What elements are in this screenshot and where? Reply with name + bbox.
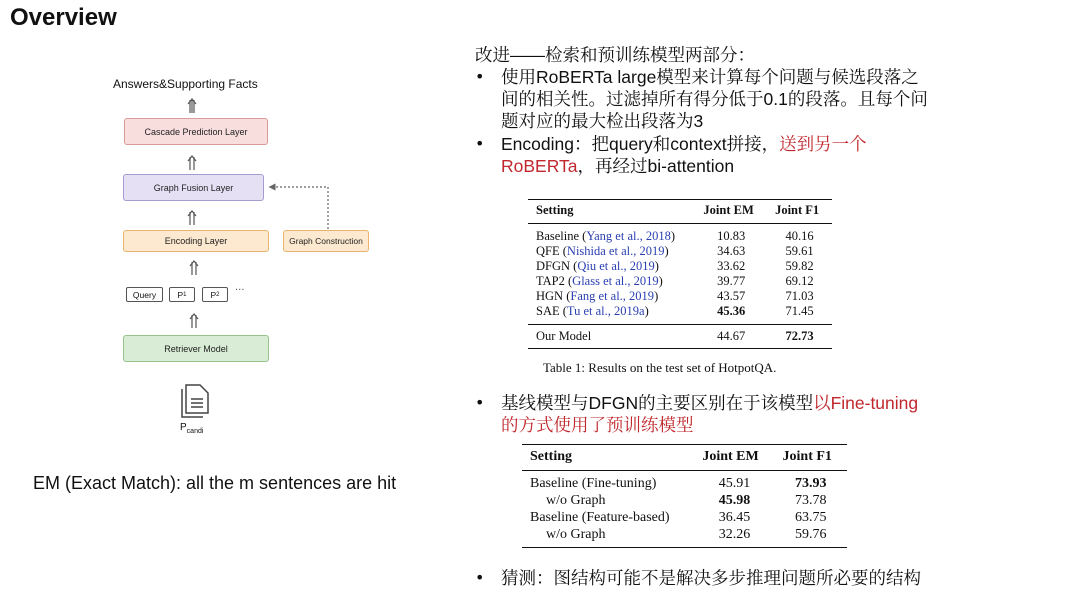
- dotted-arrow-icon: [272, 187, 328, 229]
- table-row: SAE (Tu et al., 2019a): [536, 304, 649, 318]
- bullet-3: •: [475, 393, 485, 412]
- retriever-model: Retriever Model: [123, 335, 269, 362]
- em-definition: EM (Exact Match): all the m sentences are hit: [33, 473, 397, 493]
- bullet-1-text: 使用RoBERTa large模型来计算每个问题与候选段落之 间的相关性。过滤掉所有得分低于0.1的段落。且每个问 题对应的最大检出段落为3: [501, 67, 928, 131]
- t1-header-f1: Joint F1: [775, 203, 820, 217]
- token-p1: P 1: [169, 287, 195, 302]
- results-table-1: Setting Joint EM Joint F1 Baseline (Yang et al., 2018) 10.83 40.16 QFE (Nishida et al., 2019) 34.63 59.61 DFGN (Qiu et al., 2019) 33.62 59.82 TAP2 (Glass et al., 2019) 39.77 69.12 HGN (Fang et al., 2019) 43.57 71.03 SAE (Tu et al., 2019a) 45.36 71.45 Our Model 44.67 72.73: [528, 199, 832, 349]
- graph-construction: Graph Construction: [283, 230, 369, 252]
- table-1-caption: Table 1: Results on the test set of HotpotQA.: [543, 360, 777, 375]
- t1-header-em: Joint EM: [703, 203, 754, 217]
- arrow-up-icon: [188, 211, 196, 225]
- arrow-up-icon: [188, 156, 196, 170]
- table-row: Baseline (Feature-based): [530, 510, 670, 525]
- bullet-1: •: [475, 67, 485, 86]
- t1-header-setting: Setting: [536, 203, 574, 217]
- arrow-up-icon: [190, 261, 198, 275]
- bullet-4: •: [475, 568, 485, 587]
- table-row: Baseline (Fine-tuning): [530, 476, 657, 491]
- t2-header-f1: Joint F1: [782, 449, 832, 464]
- improvement-heading: 改进——检索和预训练模型两部分：: [475, 45, 755, 65]
- cascade-prediction-layer: Cascade Prediction Layer: [124, 118, 268, 145]
- table-row: TAP2 (Glass et al., 2019): [536, 274, 663, 288]
- pcandi-label: $P_{candi}$: [180, 422, 204, 435]
- table-row: w/o Graph: [546, 527, 606, 542]
- results-table-2: Setting Joint EM Joint F1 Baseline (Fine-tuning) 45.91 73.93 w/o Graph 45.98 73.78 Baseline (Feature-based) 36.45 63.75 w/o Graph 32.26 59.76: [522, 444, 847, 548]
- arrow-up-icon: [188, 99, 196, 113]
- table-row: DFGN (Qiu et al., 2019): [536, 259, 659, 273]
- encoding-layer: Encoding Layer: [123, 230, 269, 252]
- arrow-up-icon: [190, 314, 198, 328]
- table-row: w/o Graph: [546, 493, 606, 508]
- slide-title: Overview: [10, 4, 117, 31]
- diagram-output-label: Answers&Supporting Facts: [113, 77, 258, 91]
- token-ellipsis: ···: [235, 285, 245, 296]
- token-query: Query: [126, 287, 163, 302]
- table-row: HGN (Fang et al., 2019): [536, 289, 659, 303]
- bullet-2: •: [475, 134, 485, 153]
- bullet-2-text: Encoding：把query和context拼接，送到另一个 RoBERTa，再经过bi-attention: [501, 134, 867, 176]
- bullet-4-text: 猜测：图结构可能不是解决多步推理问题所必要的结构: [501, 568, 921, 588]
- bullet-3-text: 基线模型与DFGN的主要区别在于该模型以Fine-tuning 的方式使用了预训练模型: [501, 393, 919, 435]
- t2-header-setting: Setting: [530, 449, 572, 464]
- table-row: QFE (Nishida et al., 2019): [536, 244, 669, 258]
- document-icon: [182, 385, 208, 417]
- t2-header-em: Joint EM: [702, 449, 759, 464]
- token-p2: P 2: [202, 287, 228, 302]
- graph-fusion-layer: Graph Fusion Layer: [123, 174, 264, 201]
- table-row: Our Model: [536, 329, 592, 343]
- table-row: Baseline (Yang et al., 2018): [536, 229, 676, 243]
